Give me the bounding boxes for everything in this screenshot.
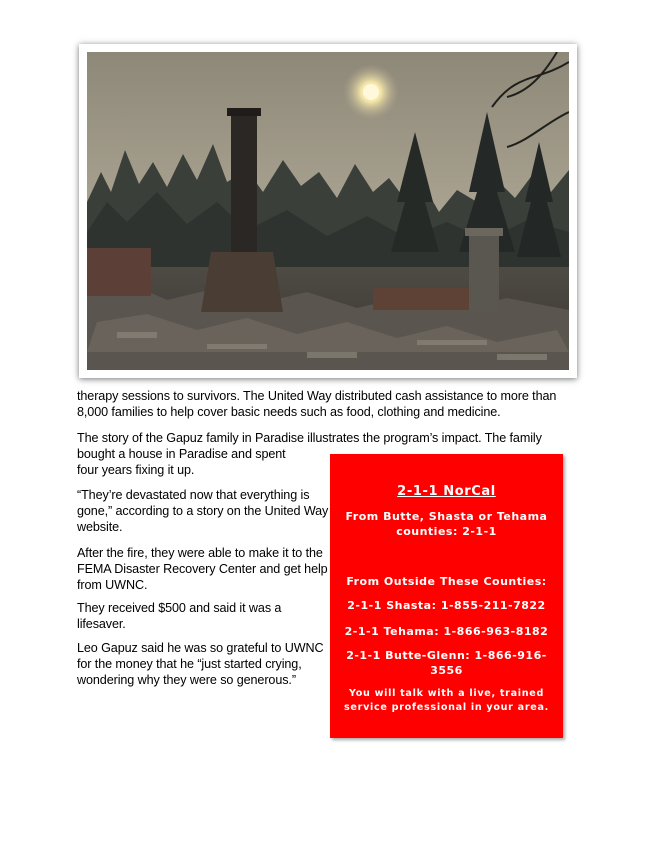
sidebar-shasta-number: 2-1-1 Shasta: 1-855-211-7822	[347, 599, 546, 612]
paragraph-6: Leo Gapuz said he was so grateful to UWNC for the money that he “just started crying, wondering why they were so generous.”	[77, 641, 324, 687]
sidebar-note: You will talk with a live, trained service professional in your area.	[344, 688, 549, 713]
burned-ruins-photo	[87, 52, 569, 370]
sidebar-title: 2-1-1 NorCal	[397, 484, 496, 499]
paragraph-2-line-2: bought a house in Paradise and spent	[77, 447, 286, 461]
sidebar-local-counties: From Butte, Shasta or Tehama counties: 2-1-1	[345, 510, 548, 538]
paragraph-3: “They’re devastated now that everything is gone,” according to a story on the United Way website.	[77, 488, 329, 534]
photo-illustration	[87, 52, 569, 370]
paragraph-4: After the fire, they were able to make it to the FEMA Disaster Recovery Center and get help from UWNC.	[77, 546, 328, 592]
sidebar-tehama-number: 2-1-1 Tehama: 1-866-963-8182	[344, 625, 549, 638]
paragraph-2-line-3: four years fixing it up.	[77, 463, 195, 477]
sidebar-butte-glenn-number: 2-1-1 Butte-Glenn: 1-866-916-3556	[346, 649, 547, 677]
paragraph-5: They received $500 and said it was a lifesaver.	[77, 601, 282, 631]
paragraph-2-line-1: The story of the Gapuz family in Paradise illustrates the program’s impact. The family	[77, 431, 542, 445]
sidebar-outside-heading: From Outside These Counties:	[346, 575, 547, 588]
info-sidebar-box	[330, 454, 563, 738]
photo-frame	[79, 44, 577, 378]
paragraph-1: therapy sessions to survivors. The United Way distributed cash assistance to more than 8,000 families to help cover basic needs such as food, clothing and medicine.	[77, 389, 557, 419]
